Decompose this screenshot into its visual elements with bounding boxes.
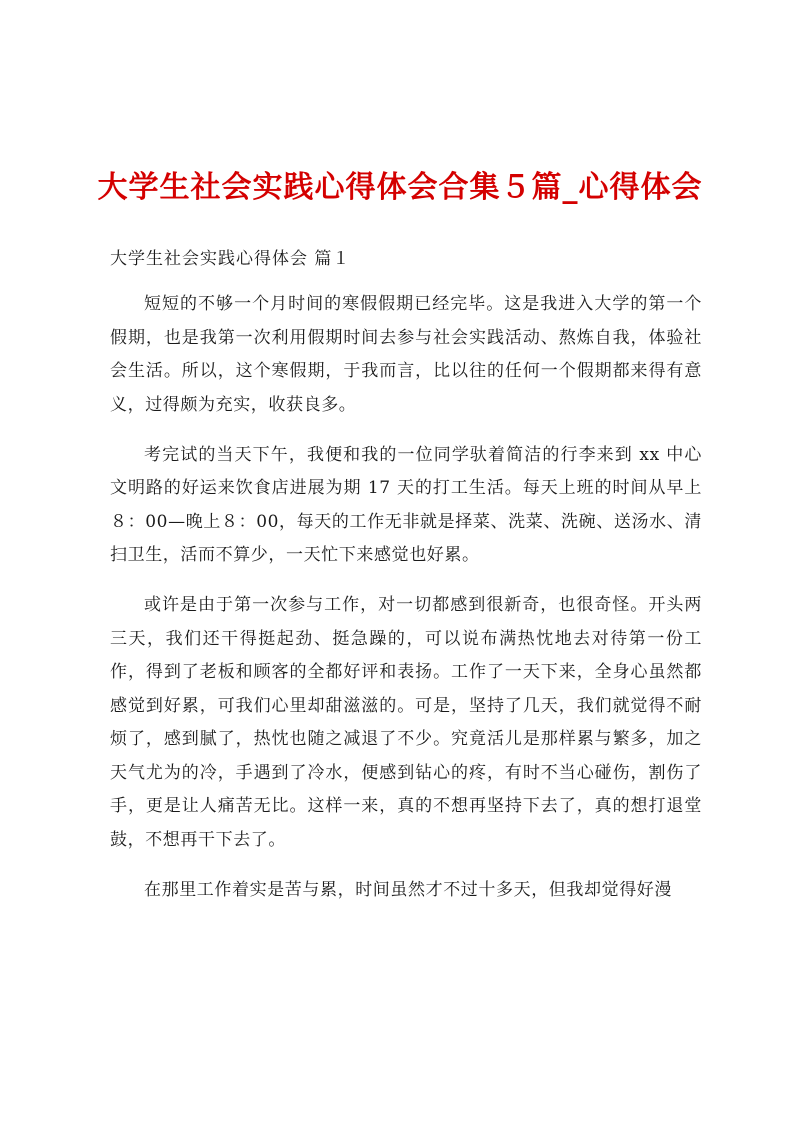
paragraph-2: 考完试的当天下午，我便和我的一位同学驮着简洁的行李来到 xx 中心文明路的好运来饮食店进展为期 17 天的打工生活。每天上班的时间从早上８：00—晚上８：00，每天的工作无非就是择菜、洗菜、洗碗、送汤水、清扫卫生，活而不算少，一天忙下来感觉也好累。 bbox=[110, 444, 702, 565]
section-heading: 大学生社会实践心得体会 篇１ bbox=[110, 249, 351, 269]
paragraph-3: 或许是由于第一次参与工作，对一切都感到很新奇，也很奇怪。开头两三天，我们还干得挺起劲、挺急躁的，可以说布满热忱地去对待第一份工作，得到了老板和顾客的全都好评和表扬。工作了一天下来，全身心虽然都感觉到好累，可我们心里却甜滋滋的。可是，坚持了几天，我们就觉得不耐烦了，感到腻了，热忱也随之减退了不少。究竟活儿是那样累与繁多，加之天气尤为的冷，手遇到了冷水，便感到钻心的疼，有时不当心碰伤，割伤了手，更是让人痛苦无比。这样一来，真的不想再坚持下去了，真的想打退堂鼓，不想再干下去了。 bbox=[110, 595, 702, 850]
document-body bbox=[110, 288, 702, 924]
paragraph-1: 短短的不够一个月时间的寒假假期已经完毕。这是我进入大学的第一个假期，也是我第一次利用假期时间去参与社会实践活动、熬炼自我，体验社会生活。所以，这个寒假期，于我而言，比以往的任何一个假期都来得有意义，过得颇为充实，收获良多。 bbox=[110, 294, 702, 415]
paragraph-4: 在那里工作着实是苦与累，时间虽然才不过十多天，但我却觉得好漫 bbox=[144, 879, 672, 900]
document-title: 大学生社会实践心得体会合集５篇_心得体会 bbox=[97, 170, 703, 205]
